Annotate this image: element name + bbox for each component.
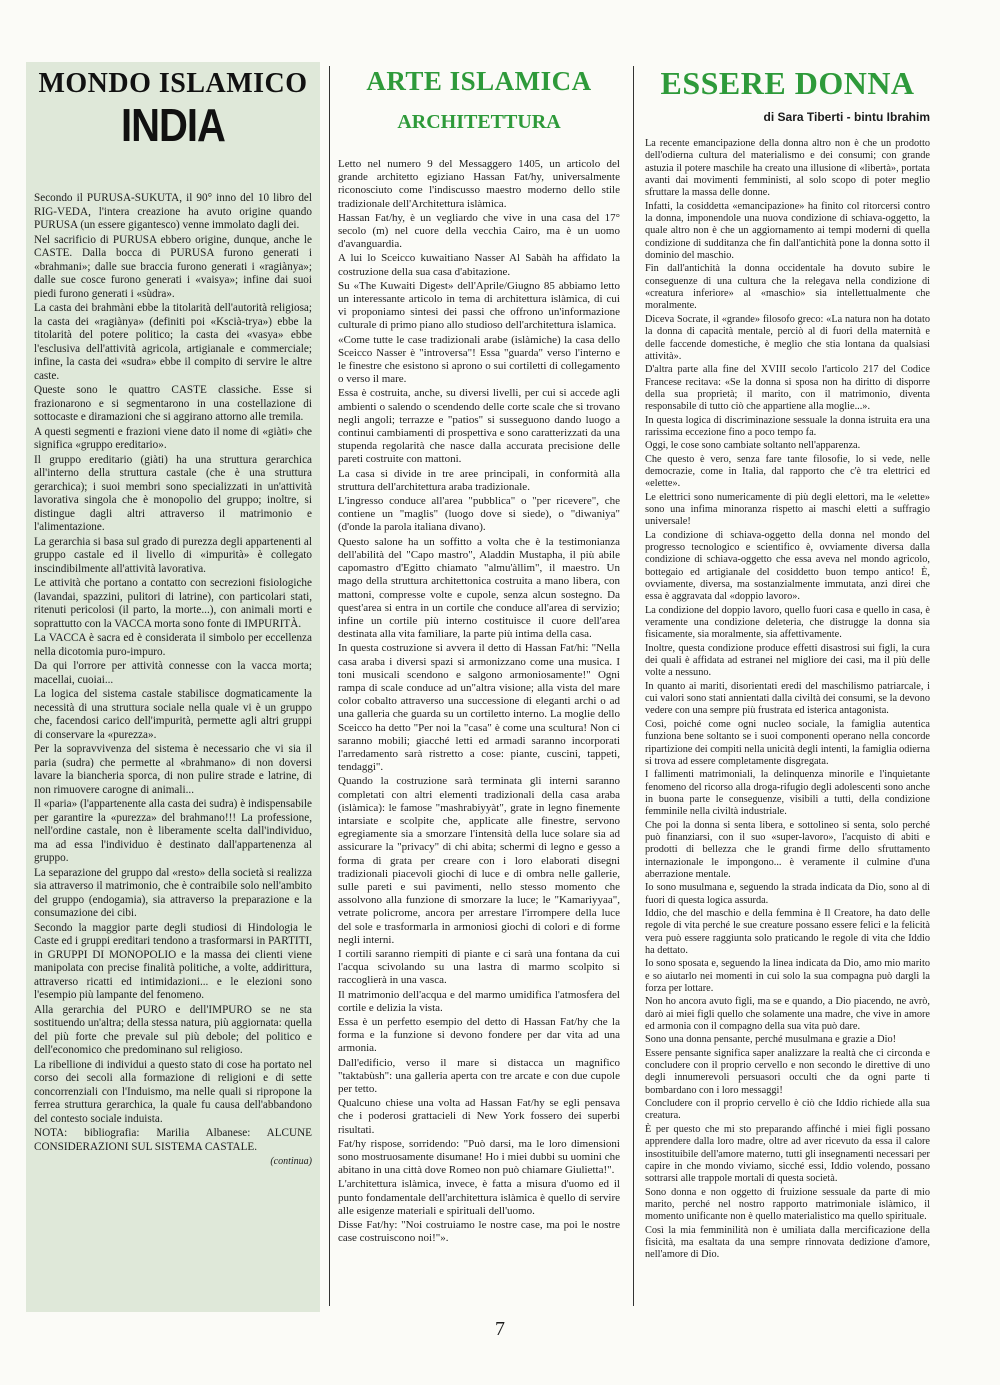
paragraph: Su «The Kuwaiti Digest» dell'Aprile/Giugno 85 abbiamo letto un interessante articolo in tema di architettura islàmica, di cui vi proponiamo sintesi dei passi che offrono un'informazione culturale di primo piano allo studioso dell'architettura islamica.	[338, 279, 620, 332]
paragraph: La logica del sistema castale stabilisce dogmaticamente la necessità di una struttura sociale nella quale vi è un gruppo che, facendosi carico dell'impurità, permette agli altri gruppi di conservare la «purezza».	[34, 688, 312, 741]
paragraph: D'altra parte alla fine del XVIII secolo l'articolo 217 del Codice Francese recitava: «Se la donna si sposa non ha diritto di disporre della sua proprietà; il marito, con il matrimonio, diventa responsabile di tutto ciò che appartiene alla moglie...».	[645, 364, 930, 413]
paragraph: La casa si divide in tre aree principali, in conformità alla struttura dell'architettura araba tradizionale.	[338, 467, 620, 493]
continued-note: (continua)	[270, 1156, 312, 1167]
paragraph: Essa è un perfetto esempio del detto di Hassan Fat/hy che la forma e la funzione si devono fondere per dar vita ad una armonia.	[338, 1016, 620, 1055]
paragraph: Essere pensante significa saper analizzare la realtà che ci circonda e concludere con il proprio cervello e non secondo le direttive di uno degli innumerevoli persuasori occulti che da ogni parte ti bombardano con i loro messaggi!	[645, 1047, 930, 1096]
paragraph: In questa costruzione si avvera il detto di Hassan Fat/hi: "Nella casa araba i diversi spazi si armonizzano come una musica. I toni musicali scendono e salgono armoniosamente!" Ogni rampa di scale conduce ad un"altra visione; alla vista del mare color cobalto attraverso una successione di eleganti archi o ad una galleria che guarda su un cortiletto interno. La moglie dello Sceicco ha detto "Per noi la "casa" è come una scultura! Non ci saranno mobili; giacché letti ed armadi saranno incorporati l'arredamento sarà ristretto a cose: piante, cuscini, tappeti, tendaggi".	[338, 642, 620, 774]
paragraph: Le elettrici sono numericamente di più degli elettori, ma le «elette» sono una infima minoranza rispetto ai maschi eletti a suffragio universale!	[645, 491, 930, 528]
article-essere-donna	[645, 62, 930, 1263]
paragraph: La gerarchia si basa sul grado di purezza degli appartenenti al gruppo castale ed il livello di «impurità» è collegato inscindibilmente all'attività lavorativa.	[34, 535, 312, 575]
paragraph: Concludere con il proprio cervello è ciò che Iddio richiede alla sua creatura.	[645, 1098, 930, 1122]
paragraph: La VACCA è sacra ed è considerata il simbolo per eccellenza nella dicotomia puro-impuro.	[34, 632, 312, 658]
paragraph: Iddio, che del maschio e della femmina è Il Creatore, ha dato delle regole di vita perché le sue creature possano essere felici e la felicità vera può essere raggiunta solo praticando le regole di vita che Iddio ha dettato.	[645, 907, 930, 956]
article-mondo-islamico	[26, 62, 320, 1312]
paragraph: Letto nel numero 9 del Messaggero 1405, un articolo del grande architetto egiziano Hassan Fat/hy, universalmente riconosciuto come l'indiscusso maestro moderno dello stile tradizionale dell'Architettura islàmica.	[338, 158, 620, 210]
paragraph: Questo salone ha un soffitto a volta che è la testimonianza dell'abilità del "Capo mastro", Aladdin Mustapha, il più abile capomastro d'Egitto chiamato "almu'àllim", il maestro. Un mago della struttura architettonica costruita a mano libera, con mattoni, compresse volte e cupole, senza alcun sostegno. Da quest'area si entra in un cortile che conduce all'area di servizio; infine un cortile più interno costituisce il cuore dell'area destinata alla vita familiare, la parte più intima della casa.	[338, 535, 620, 641]
section-heading: ARTE ISLAMICA	[366, 66, 592, 96]
paragraph: La condizione del doppio lavoro, quello fuori casa e quello in casa, è veramente una condizione deleteria, che distrugge la donna sia fisicamente, sia moralmente, sia affettivamente.	[645, 604, 930, 641]
paragraph: Non ho ancora avuto figli, ma se e quando, a Dio piacendo, ne avrò, darò ai miei figli quello che solamente una madre, che vive in amore ed armonia con il compagno della sua vita può dare.	[645, 996, 930, 1033]
paragraph: Che poi la donna si senta libera, e sottolineo si senta, solo perché può finanziarsi, con il suo «super-lavoro», l'acquisto di abiti e prodotti di bellezza che le grandi firme dello sfruttamento internazionale le impongono... è veramente il culmine d'una aberrazione mentale.	[645, 819, 930, 880]
paragraph: Diceva Socrate, il «grande» filosofo greco: «La natura non ha dotato la donna di capacità mentale, perciò al di fuori della maternità e delle faccende domestiche, è meglio che stia lontana da qualsiasi attività».	[645, 313, 930, 362]
paragraph: Disse Fat/hy: "Noi costruiamo le nostre case, ma poi le nostre case costruiscono noi!"».	[338, 1219, 620, 1245]
section-heading: MONDO ISLAMICO	[38, 68, 308, 99]
article-arte-islamica	[338, 62, 620, 1246]
paragraph: A lui lo Sceicco kuwaitiano Nasser Al Sabàh ha affidato la costruzione della sua casa d'abitazione.	[338, 252, 620, 278]
page-number: 7	[495, 1318, 505, 1340]
paragraph: Secondo la maggior parte degli studiosi di Hindologia le Caste ed i gruppi ereditari tendono a trasformarsi in PARTITI, in GRUPPI DI MONOPOLIO e la massa dei clienti viene manipolata con precise finalità politiche, a volte, addirittura, attraverso ricatti ed intimidazioni... e le elezioni sono l'esempio più lampante del fenomeno.	[34, 921, 312, 1001]
paragraph: L'ingresso conduce all'area "pubblica" o "per ricevere", che contiene un "maglis" (luogo dove si siede), o "diwaniya" (d'onde la parola italiana divano).	[338, 495, 620, 534]
paragraph: L'architettura islàmica, invece, è fatta a misura d'uomo ed il punto fondamentale dell'architettura islàmica è quello di servire alle esigenze materiali e spirituali dell'uomo.	[338, 1178, 620, 1217]
paragraph: Così, poiché come ogni nucleo sociale, la famiglia autentica funziona bene soltanto se i suoi componenti operano nella concorde ripartizione dei compiti nella unicità degli intenti, la famiglia odierna si trova ad essere completamente disgregata.	[645, 718, 930, 767]
paragraph: Quando la costruzione sarà terminata gli interni saranno completati con altri elementi tradizionali della casa araba (islàmica): le famose "mashrabiyyàt", grate in legno finemente intarsiate e scolpite che, applicate alle finestre, servono egregiamente sia a smorzare l'intensità della luce solare sia ad assicurare la "privacy" di chi abita; schermi di legno e gesso a forma di grata per creare con i loro elaborati disegni tradizionali piacevoli giochi di luce e di ombra nelle gallerie, sulle pareti e sui pavimenti, nello stesso momento che assolvono alla funzione di smorzare la luce; le "Kamariyyaa", vetrate policrome, ancora per arrestare l'irrompere della luce del sole e trasformarla in armoniosi giochi di colori e di forme negli interni.	[338, 775, 620, 946]
paragraph: Alla gerarchia del PURO e dell'IMPURO se ne sta sostituendo un'altra; della stessa natura, più aggiornata: quella del più forte che prevale sul più debole; del politico e dell'economico che predominano sul religioso.	[34, 1003, 312, 1056]
paragraph: I cortili saranno riempiti di piante e ci sarà una fontana da cui l'acqua scivolando su una lastra di marmo scolpito si raccoglierà in una vasca.	[338, 947, 620, 987]
paragraph: Secondo il PURUSA-SUKUTA, il 90° inno del 10 libro del RIG-VEDA, l'intera creazione ha avuto origine quando PURUSA (un essere gigantesco) venne immolato dagli dei.	[34, 192, 312, 231]
paragraph: Inoltre, questa condizione produce effetti disastrosi sui figli, la cura dei quali è affidata ad estranei nel migliore dei casi, ma il più delle volte a nessuno.	[645, 642, 930, 679]
article-body	[338, 158, 620, 1245]
article-title: ESSERE DONNA	[660, 65, 915, 101]
paragraph: «Come tutte le case tradizionali arabe (islàmiche) la casa dello Sceicco Nasser è "introversa"! Essa "guarda" verso l'interno e le finestre che esistono si aprono o sui cortiletti di collegamento o verso il mare.	[338, 333, 620, 386]
paragraph: Qualcuno chiese una volta ad Hassan Fat/hy se egli pensava che i poderosi grattacieli di New York fossero dei superbi risultati.	[338, 1097, 620, 1136]
paragraph: Così la mia femminilità non è umiliata dalla mercificazione della fisicità, ma esaltata da una sempre rinnovata dedizione d'amore, nell'amore di Dio.	[645, 1224, 930, 1261]
paragraph: Io sono sposata e, seguendo la linea indicata da Dio, amo mio marito e so aiutarlo nei momenti in cui solo la sua compagna può dargli la forza per lottare.	[645, 958, 930, 995]
paragraph: Queste sono le quattro CASTE classiche. Esse si frazionarono e si segmentarono in una costellazione di sottocaste e diramazioni che si aggirano attorno alle tremila.	[34, 384, 312, 423]
paragraph: Nel sacrificio di PURUSA ebbero origine, dunque, anche le CASTE. Dalla bocca di PURUSA furono generati i «brahmani»; dalle sue braccia furono generati i «ragiànya»; dalle sue cosce furono generati i «vaisya»; infine dai suoi piedi furono generati i «sùdra».	[34, 233, 312, 300]
paragraph: Che questo è vero, senza fare tante filosofie, lo si vede, nelle democrazie, come in Italia, dal rapporto che c'è tra elettrici ed «elette».	[645, 453, 930, 490]
paragraph: Io sono musulmana e, seguendo la strada indicata da Dio, sono al di fuori di questa logica assurda.	[645, 882, 930, 906]
paragraph: NOTA: bibliografia: Marilia Albanese: ALCUNE CONSIDERAZIONI SUL SISTEMA CASTALE.	[34, 1127, 312, 1153]
article-body	[645, 138, 930, 1262]
paragraph: Da qui l'orrore per attività connesse con la vacca morta; macellai, cuoiai...	[34, 660, 312, 686]
paragraph: Fin dall'antichità la donna occidentale ha dovuto subire le conseguenze di una cultura che la relegava nella condizione di «creatura inferiore» al «maschio» sia intellettualmente che moralmente.	[645, 263, 930, 312]
paragraph: Dall'edificio, verso il mare si distacca un magnifico "taktabùsh": una galleria aperta con tre arcate e con due cupole per tetto.	[338, 1056, 620, 1096]
paragraph: Infatti, la cosiddetta «emancipazione» ha finito col ritorcersi contro la donna, imponendole una nuova condizione di schiava-oggetto, la quale altro non è che un aggiornamento ai tempi moderni di quella condizione di sudditanza che fin dall'antichità pone la donna sotto il dominio del maschio.	[645, 200, 930, 262]
paragraph: Sono donna e non oggetto di fruizione sessuale da parte di mio marito, perché nel nostro rapporto matrimoniale islàmico, il momento unificante non è quello materialistico ma quello spirituale.	[645, 1186, 930, 1223]
paragraph: Il gruppo ereditario (giàti) ha una struttura gerarchica all'interno della struttura castale (che è una struttura gerarchica); i suoi membri sono specializzati in un'attività lavorativa singola che è monopolio del gruppo; inoltre, si distingue dagli altri attraverso il matrimonio e l'alimentazione.	[34, 453, 312, 533]
paragraph: Le attività che portano a contatto con secrezioni fisiologiche (lavandai, spazzini, pulitori di latrine), con particolari stati, ritenuti pericolosi (il parto, la morte...), con animali morti e soprattutto con la VACCA morta sono fonte di IMPURITÀ.	[34, 577, 312, 630]
paragraph: Per la sopravvivenza del sistema è necessario che vi sia il paria (sudra) che permette al «brahmano» di non doversi lavare la biancheria sporca, di non pulire strade e latrine, di non rimuovere carogne di animali...	[34, 743, 312, 796]
paragraph: Sono una donna pensante, perché musulmana e grazie a Dio!	[645, 1034, 897, 1046]
column-divider	[633, 66, 634, 1306]
paragraph: Oggi, le cose sono cambiate soltanto nell'apparenza.	[645, 440, 861, 452]
paragraph: Hassan Fat/hy, è un vegliardo che vive in una casa del 17° secolo (m) nel cuore della vecchia Cairo, ma è un uomo d'avanguardia.	[338, 211, 620, 251]
article-title: INDIA	[121, 100, 225, 152]
paragraph: In quanto ai mariti, disorientati eredi del maschilismo patriarcale, i cui valori sono stati annientati dalla civiltà dei consumi, se la devono vedere con una sempre più frustrata ed isterica antagonista.	[645, 680, 930, 717]
paragraph: Essa è costruita, anche, su diversi livelli, per cui si accede agli ambienti o salendo o scendendo delle corte scale che si trovano negli angoli; terrazze e "patios" si susseguono dando luogo a continui cambiamenti di prospettiva e sono caratterizzati da una stupenda regolarità che nasce dalla accurata precisione delle pareti costruite con mattoni.	[338, 387, 620, 466]
article-title: ARCHITETTURA	[397, 111, 561, 133]
paragraph: In questa logica di discriminazione sessuale la donna istruita era una rarissima eccezione fino a poco tempo fa.	[645, 414, 930, 438]
paragraph: La ribellione di individui a questo stato di cose ha portato nel corso dei secoli alla formazione di religioni e di sette concorrenziali con l'Induismo, ma nelle quali si ripropone la ferrea struttura gerarchica, la quale fu causa dell'abbandono del contesto sociale induista.	[34, 1058, 312, 1125]
byline: di Sara Tiberti - bintu Ibrahim	[763, 110, 930, 124]
paragraph: I fallimenti matrimoniali, la delinquenza minorile e l'inquietante fenomeno del ricorso alla droga-rifugio degli adolescenti sono anche in buona parte le conseguenze, visibili a tutti, della condizione femminile nella civiltà industriale.	[645, 769, 930, 818]
article-body	[34, 192, 312, 1154]
paragraph: Il matrimonio dell'acqua e del marmo umidifica l'atmosfera del cortile e delizia la vista.	[338, 988, 620, 1014]
paragraph: Il «paria» (l'appartenente alla casta dei sudra) è indispensabile per garantire la «purezza» del brahmano!!! La professione, nell'ordine castale, non è liberamente scelta dall'individuo, ma ad essa l'individuo è destinato dall'appartenenza al gruppo.	[34, 798, 312, 864]
paragraph: La separazione del gruppo dal «resto» della società si realizza sia attraverso il matrimonio, che è contraibile solo nell'ambito del gruppo (endogamia), sia attraverso la preparazione e la consumazione dei cibi.	[34, 866, 312, 919]
paragraph: La condizione di schiava-oggetto della donna nel mondo del progresso tecnologico e scientifico è, ovviamente diversa dalla condizione di schiava-oggetto che essa aveva nel mondo agricolo, bottegaio ed artigianale del cosiddetto buon tempo antico! È, ovviamente, diversa, ma sostanzialmente immutata, anzi direi che essa è aggravata dal «doppio lavoro».	[645, 529, 930, 603]
paragraph: Fat/hy rispose, sorridendo: "Può darsi, ma le loro dimensioni sono mostruosamente disumane! Ho i miei dubbi su uomini che abitano in una città dove Romeo non può chiamare Giulietta!".	[338, 1137, 620, 1177]
paragraph: È per questo che mi sto preparando affinché i miei figli possano apprendere dalla loro madre, oltre ad aver ricevuto da essa il calore insostituibile dell'amore materno, tutti gli insegnamenti necessari per capire in che mondo viviamo, sicché essi, Iddio volendo, possano sottrarsi alle trappole mortali di questa società.	[645, 1123, 930, 1185]
paragraph: La recente emancipazione della donna altro non è che un prodotto dell'odierna cultura del materialismo e dei consumi; con grande astuzia il potere maschile ha creato una illusione di «libertà», portata avanti dai movimenti femministi, al solo scopo di poter meglio sfruttare la massa delle donne.	[645, 138, 930, 199]
column-divider	[329, 66, 330, 1306]
paragraph: La casta dei brahmàni ebbe la titolarità dell'autorità religiosa; la casta dei «ragiànya» (definiti poi «Kscià-trya») ebbe la titolarità del potere politico; la casta dei «vasya» ebbe l'esclusiva dell'attività agricola, artigianale e commerciale; infine, la casta dei «sudra» ebbe il compito di servire le altre caste.	[34, 302, 312, 382]
paragraph: A questi segmenti e frazioni viene dato il nome di «giàti» che significa «gruppo ereditario».	[34, 425, 312, 451]
